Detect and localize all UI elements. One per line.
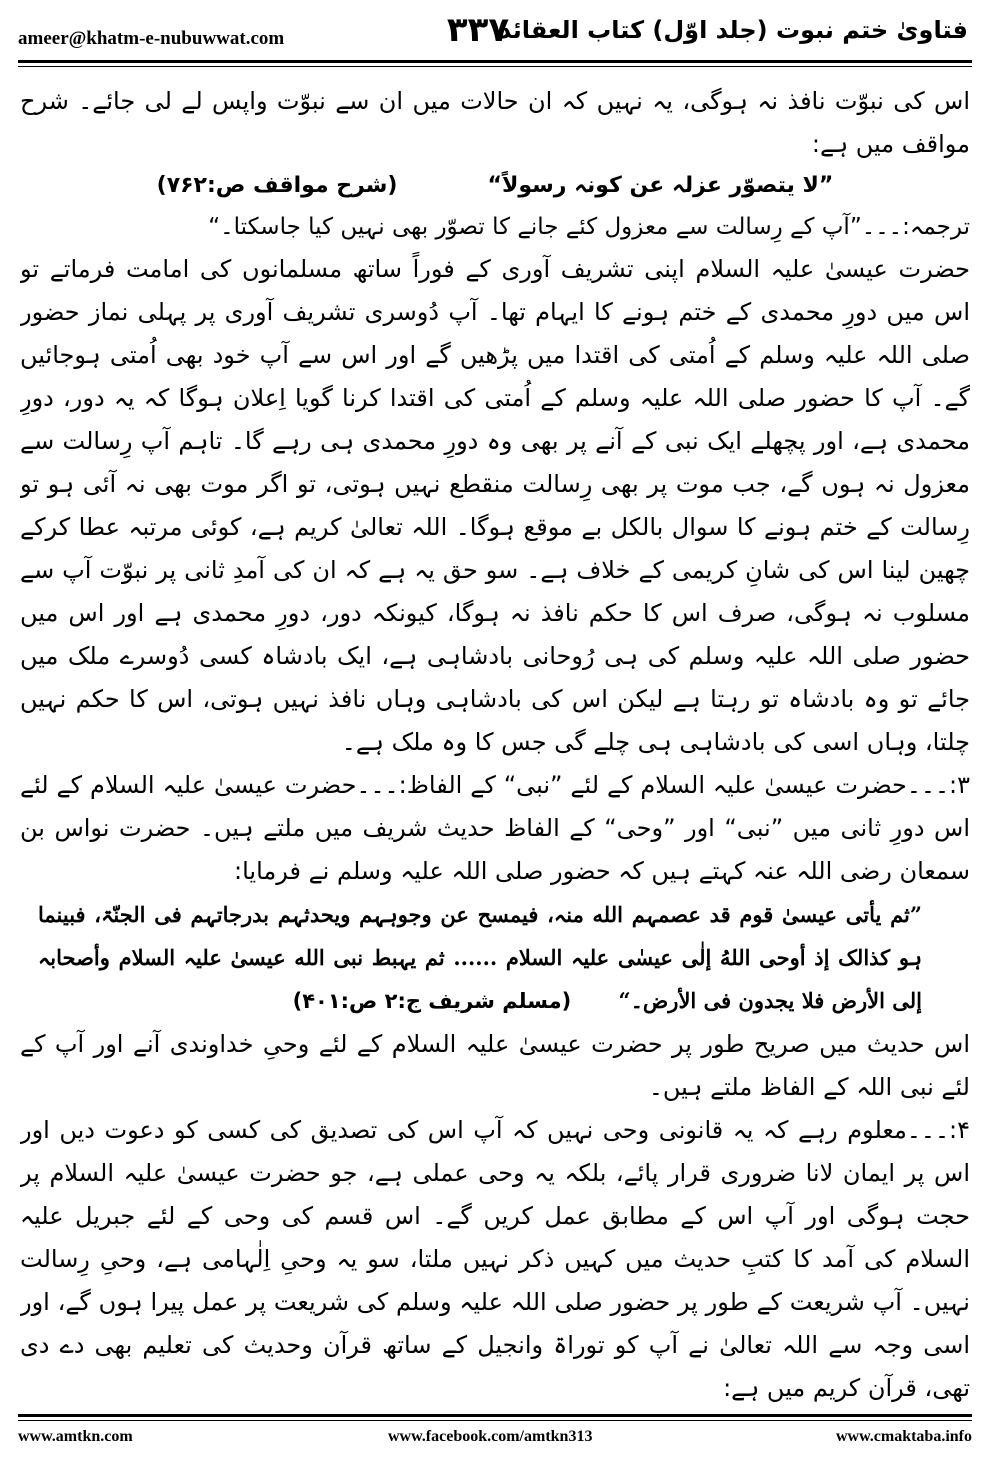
arabic-hadith xyxy=(20,893,970,1023)
book-title: فتاویٰ ختم نبوت (جلد اوّل) کتاب العقائد xyxy=(498,16,968,44)
quote-reference: (شرح مواقف ص:۷۶۲) xyxy=(156,173,398,198)
paragraph-1: اس کی نبوّت نافذ نہ ہوگی، یہ نہیں کہ ان حالات میں ان سے نبوّت واپس لے لی جائے۔ شرح مواقف میں ہے: xyxy=(20,87,970,158)
paragraph-2: حضرت عیسیٰ علیہ السلام اپنی تشریف آوری کے فوراً ساتھ مسلمانوں کی امامت فرماتے تو اس میں دورِ محمدی کے ختم ہونے کا ایہام تھا۔ آپ دُوسری تشریف آوری پر پہلی نماز حضور صلی اللہ علیہ وسلم کے اُمتی کی اقتدا میں پڑھیں گے اور اس سے آپ خود بھی اُمتی ہوجائیں گے۔ آپ کا حضور صلی اللہ علیہ وسلم کے اُمتی کی اقتدا کرنا گویا اِعلان ہوگا کہ یہ دور، دورِ محمدی ہے، اور پچھلے ایک نبی کے آنے پر بھی وہ دورِ محمدی ہی رہے گا۔ تاہم آپ رِسالت سے معزول نہ ہوں گے، جب موت پر بھی رِسالت منقطع نہیں ہوتی، تو اگر موت بھی نہ آئی ہو تو رِسالت کے ختم ہونے کا سوال بالکل بے موقع ہوگا۔ اللہ تعالیٰ کریم ہے، کوئی مرتبہ عطا کرکے چھین لینا اس کی شانِ کریمی کے خلاف ہے۔ سو حق یہ ہے کہ ان کی آمدِ ثانی پر نبوّت آپ سے مسلوب نہ ہوگی، صرف اس کا حکم نافذ نہ ہوگا، کیونکہ دور، دورِ محمدی ہے اور اس میں حضور صلی اللہ علیہ وسلم کی ہی رُوحانی بادشاہی ہے، ایک بادشاہ کسی دُوسرے ملک میں جائے تو وہ بادشاہ تو رہتا ہے لیکن اس کی بادشاہی وہاں نافذ نہیں ہوتی، اس کا حکم نہیں چلتا، وہاں اسی کی بادشاہی ہی چلے گی جس کا وہ ملک ہے۔ xyxy=(20,255,970,756)
header-rule-thick xyxy=(18,60,972,63)
hadith-text: ”ثم یأتی عیسیٰ قوم قد عصمہم الله منہ، فیمسح عن وجوہہم ویحدثہم بدرجاتہم فی الجنّۃ، فبینما ہو کذالک إذ أوحی اللهُ إلٰی عیسٰی علیہ السلام ...... ثم یہبط نبی الله عیسیٰ علیہ السلام وأصحابہ إلی الأرض فلا یجدون فی الأرض۔“ xyxy=(38,902,922,1013)
footer-rule-thick xyxy=(18,1414,972,1417)
hadith-reference: (مسلم شریف ج:۲ ص:۴۰۱) xyxy=(292,989,572,1013)
page-footer xyxy=(18,1428,972,1454)
header-rule-thin xyxy=(18,66,972,67)
paragraph-4: اس حدیث میں صریح طور پر حضرت عیسیٰ علیہ السلام کے لئے وحیِ خداوندی آنے اور آپ کے لئے نبی اللہ کے الفاظ ملتے ہیں۔ xyxy=(20,1030,970,1101)
paragraph-3: ۳:۔۔۔حضرت عیسیٰ علیہ السلام کے لئے ”نبی“ کے الفاظ:۔۔۔حضرت عیسیٰ علیہ السلام کے لئے اس دورِ ثانی میں ”نبی“ اور ”وحی“ کے الفاظ حدیث شریف میں ملتے ہیں۔ حضرت نواس بن سمعان رضی اللہ عنہ کہتے ہیں کہ حضور صلی اللہ علیہ وسلم نے فرمایا: xyxy=(20,771,970,885)
quote-sharh-mawaqif xyxy=(20,166,970,206)
page-header xyxy=(18,6,972,56)
header-email: ameer@khatm-e-nubuwwat.com xyxy=(18,28,285,49)
footer-link-amtkn[interactable]: www.amtkn.com xyxy=(18,1428,133,1445)
quote-text: ”لا یتصوّر عزلہ عن کونہ رسولاً“ xyxy=(487,173,834,198)
page-number: ۳۳۷ xyxy=(446,10,510,50)
footer-link-cmaktaba[interactable]: www.cmaktaba.info xyxy=(835,1428,972,1445)
footer-rule-thin xyxy=(18,1420,972,1421)
footer-link-facebook[interactable]: www.facebook.com/amtkn313 xyxy=(388,1428,593,1445)
paragraph-5: ۴:۔۔۔معلوم رہے کہ یہ قانونی وحی نہیں کہ آپ اس کی تصدیق کی کسی کو دعوت دیں اور اس پر ایمان لانا ضروری قرار پائے، بلکہ یہ وحی عملی ہے، جو حضرت عیسیٰ علیہ السلام پر حجت ہوگی اور آپ اس کے مطابق عمل کریں گے۔ اس قسم کی وحی کے لئے جبریل علیہ السلام کی آمد کا کتبِ حدیث میں کہیں ذکر نہیں ملتا، سو یہ وحیِ اِلٰہامی ہے، وحیِ رِسالت نہیں۔ آپ شریعت کے طور پر حضور صلی اللہ علیہ وسلم کی شریعت پر عمل پیرا ہوں گے، اور اسی وجہ سے اللہ تعالیٰ نے آپ کو توراۃ وانجیل کے ساتھ قرآن وحدیث کی تعلیم بھی دے دی تھی، قرآن کریم میں ہے: xyxy=(20,1116,970,1402)
page-body xyxy=(20,80,970,1405)
translation-1: ترجمہ:۔۔۔”آپ کے رِسالت سے معزول کئے جانے کا تصوّر بھی نہیں کیا جاسکتا۔“ xyxy=(208,214,970,240)
